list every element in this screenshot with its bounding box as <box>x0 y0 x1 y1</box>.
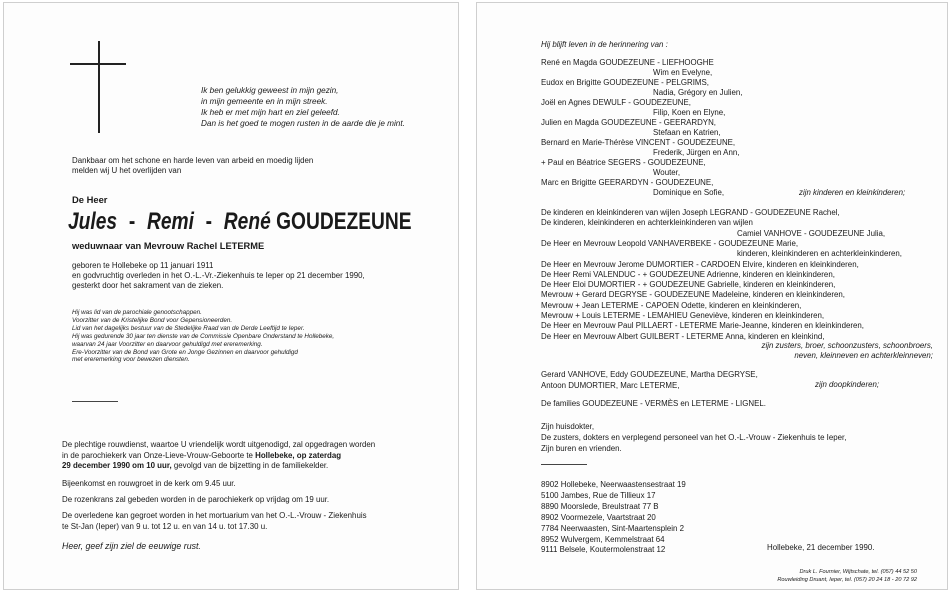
funeral-line <box>62 461 375 472</box>
funeral-text: gevolgd van de bijzetting in de familiekelder. <box>171 461 329 471</box>
children-note: zijn kinderen en kleinkinderen; <box>799 188 906 197</box>
address-line: 8902 Voormezele, Vaartstraat 20 <box>541 512 656 522</box>
family-line: Dominique en Sofie, <box>653 188 725 197</box>
funeral-date: 29 december 1990 om 10 uur, <box>62 461 172 471</box>
family-line: Wim en Evelyne, <box>653 68 713 77</box>
career-line: Lid van het dagelijks bestuur van de Stedelijke Raad van de Derde Leeftijd te Ieper. <box>72 324 305 332</box>
address-line: 8890 Moorslede, Breulstraat 77 B <box>541 501 659 511</box>
poem-line: Dan is het goed te mogen rusten in de aarde die je mint. <box>201 119 405 128</box>
first-name: Jules <box>68 208 118 235</box>
godchild-line: Gerard VANHOVE, Eddy GOUDEZEUNE, Martha DEGRYSE, <box>541 370 758 379</box>
cross-icon-bar <box>70 63 126 65</box>
intro-line: melden wij U het overlijden van <box>72 165 182 175</box>
relative-line: De Heer en Mevrouw Albert GUILBERT - LETERME Anna, kinderen en kleinkind, <box>541 331 825 341</box>
relative-line: De Heer en Mevrouw Jerome DUMORTIER - CARDOEN Elvire, kinderen en kleinkinderen, <box>541 259 859 269</box>
relative-line: De Heer Remi VALENDUC - + GOUDEZEUNE Adrienne, kinderen en kleinkinderen, <box>541 269 835 279</box>
family-line: + Paul en Béatrice SEGERS - GOUDEZEUNE, <box>541 158 706 167</box>
family-line: Stefaan en Katrien, <box>653 128 721 137</box>
mortuary-line: De overledene kan gegroet worden in het mortuarium van het O.-L.-Vrouw - Ziekenhuis <box>62 511 367 520</box>
right-page <box>476 2 948 590</box>
family-line: Nadia, Grégory en Julien, <box>653 88 743 97</box>
relative-line: Mevrouw + Louis LETERME - LEMAHIEU Geneviève, kinderen en kleinkinderen, <box>541 311 825 320</box>
career-line: Ere-Voorzitter van de Bond van Grote en Jonge Gezinnen en daarvoor gehuldigd <box>72 348 298 356</box>
mortuary-line: te St-Jan (Ieper) van 9 u. tot 12 u. en van 14 u. tot 17.30 u. <box>62 521 268 531</box>
relative-line: Camiel VANHOVE - GOUDEZEUNE Julia, <box>737 228 886 238</box>
career-line: Hij was lid van de parochiale genootschappen. <box>72 309 202 316</box>
family-line: Filip, Koen en Elyne, <box>653 108 726 117</box>
left-page <box>3 2 459 590</box>
family-line: Bernard en Marie-Thérèse VINCENT - GOUDEZEUNE, <box>541 138 736 147</box>
family-line: Joël en Agnes DEWULF - GOUDEZEUNE, <box>541 98 691 107</box>
prayer: Heer, geef zijn ziel de eeuwige rust. <box>62 541 201 551</box>
relative-line: De Heer Eloi DUMORTIER - + GOUDEZEUNE Gabrielle, kinderen en kleinkinderen, <box>541 280 836 290</box>
funeral-line: De plechtige rouwdienst, waartoe U vriendelijk wordt uitgenodigd, zal opgedragen worden <box>62 440 376 449</box>
family-line: Marc en Brigitte GEERARDYN - GOUDEZEUNE, <box>541 178 714 187</box>
intro-line: Dankbaar om het schone en harde leven van arbeid en moedig lijden <box>72 156 314 165</box>
poem-line: in mijn gemeente en in mijn streek. <box>201 97 328 106</box>
name-dash: - <box>128 208 136 235</box>
relative-line: De kinderen en kleinkinderen van wijlen Joseph LEGRAND - GOUDEZEUNE Rachel, <box>541 208 840 217</box>
family-line: Wouter, <box>653 168 681 177</box>
second-name: Remi <box>146 208 194 235</box>
thanks-line: Zijn huisdokter, <box>541 422 595 431</box>
relative-line: Mevrouw + Gerard DEGRYSE - GOUDEZEUNE Madeleine, kinderen en kleinkinderen, <box>541 290 845 300</box>
relatives-note <box>762 341 933 361</box>
relatives-list <box>541 208 941 343</box>
birth-line: gesterkt door het sakrament van de zieken. <box>72 280 224 290</box>
relative-line: kinderen, kleinkinderen en achterkleinkinderen, <box>737 249 902 259</box>
title: De Heer <box>72 194 108 205</box>
divider <box>72 401 118 402</box>
birth-line: en godvruchtig overleden in het O.-L.-Vr.-Ziekenhuis te Ieper op 21 december 1990, <box>72 270 365 280</box>
place-date: Hollebeke, 21 december 1990. <box>767 543 875 552</box>
surname: GOUDEZEUNE <box>276 208 412 235</box>
family-line: Eudox en Brigitte GOUDEZEUNE - PELGRIMS, <box>541 78 709 87</box>
mortuary <box>62 511 367 532</box>
printer-line: Druk L. Fournier, Wijtschate, tel. (057) 44 52 50 <box>799 569 917 575</box>
rosary: De rozenkrans zal gebeden worden in de parochiekerk op vrijdag om 19 uur. <box>62 495 330 504</box>
funeral-info <box>62 440 375 472</box>
relative-line: De kinderen, kleinkinderen en achterkleinkinderen van wijlen <box>541 218 753 228</box>
address-line: 5100 Jambes, Rue de Tillieux 17 <box>541 490 656 500</box>
family-list <box>541 58 921 198</box>
career-line: Voorzitter van de Kristelijke Bond voor Gepensioneerden. <box>72 316 233 324</box>
birth-line: geboren te Hollebeke op 11 januari 1911 <box>72 261 214 270</box>
career-line: Hij was gedurende 30 jaar ten dienste van de Commissie Openbare Onderstand te Hollebeke, <box>72 332 335 340</box>
address-line: 8902 Hollebeke, Neerwaastensestraat 19 <box>541 480 686 489</box>
printer-credit <box>777 569 917 584</box>
thanks-line: De zusters, dokters en verplegend personeel van het O.-L.-Vrouw - Ziekenhuis te Ieper, <box>541 433 847 442</box>
godchild-line: Antoon DUMORTIER, Marc LETERME, <box>541 381 680 390</box>
remembrance-heading: Hij blijft leven in de herinnering van : <box>541 40 668 49</box>
career-line: met ereremerking voor bewezen diensten. <box>72 356 190 364</box>
career-line: waarvan 24 jaar Voorzitter en daarvoor gehuldigd met ereremerking. <box>72 340 263 348</box>
family-line: Frederik, Jürgen en Ann, <box>653 148 740 157</box>
address-line: 8952 Wulvergem, Kemmelstraat 64 <box>541 534 665 544</box>
poem-line: Ik ben gelukkig geweest in mijn gezin, <box>201 86 339 95</box>
divider <box>541 464 587 465</box>
printer-line: Rouwleiding Druant, Ieper, tel. (057) 20 24 18 - 20 72 92 <box>777 576 917 583</box>
family-line: René en Magda GOUDEZEUNE - LIEFHOOGHE <box>541 58 714 67</box>
career <box>72 309 334 364</box>
relative-line: De Heer en Mevrouw Paul PILLAERT - LETERME Marie-Jeanne, kinderen en kleinkinderen, <box>541 321 864 331</box>
poem-line: Ik heb er met mijn hart en ziel geleefd. <box>201 108 340 117</box>
thanks <box>541 421 846 454</box>
relatives-note-line: neven, kleinneven en achterkleinneven; <box>794 350 933 360</box>
relative-line: Mevrouw + Jean LETERME - CAPOEN Odette, kinderen en kleinkinderen, <box>541 300 802 310</box>
spouse: weduwnaar van Mevrouw Rachel LETERME <box>72 241 265 251</box>
thanks-line: Zijn buren en vrienden. <box>541 444 622 453</box>
family-line: Julien en Magda GOUDEZEUNE - GEERARDYN, <box>541 118 716 127</box>
gathering: Bijeenkomst en rouwgroet in de kerk om 9.45 uur. <box>62 479 236 488</box>
deceased-name <box>68 209 412 235</box>
funeral-text: in de parochiekerk van Onze-Lieve-Vrouw-Geboorte te <box>62 450 256 460</box>
address-line: 7784 Neerwaasten, Sint-Maartensplein 2 <box>541 523 684 533</box>
relatives-note-line: zijn zusters, broer, schoonzusters, schoonbroers, <box>761 341 933 350</box>
poem <box>201 85 405 129</box>
funeral-line <box>62 451 375 462</box>
godchildren-note: zijn doopkinderen; <box>815 380 880 389</box>
families: De families GOUDEZEUNE - VERMÈS en LETERME - LIGNEL. <box>541 399 766 408</box>
third-name: René <box>223 208 271 235</box>
intro <box>72 156 313 176</box>
address-line: 9111 Belsele, Koutermolenstraat 12 <box>541 545 666 555</box>
funeral-place: Hollebeke, op zaterdag <box>255 450 342 460</box>
godchildren <box>541 369 758 391</box>
relative-line: De Heer en Mevrouw Leopold VANHAVERBEKE - GOUDEZEUNE Marie, <box>541 238 799 248</box>
addresses <box>541 480 686 556</box>
birth-death <box>72 261 365 290</box>
name-dash: - <box>205 208 213 235</box>
cross-icon <box>98 41 100 133</box>
